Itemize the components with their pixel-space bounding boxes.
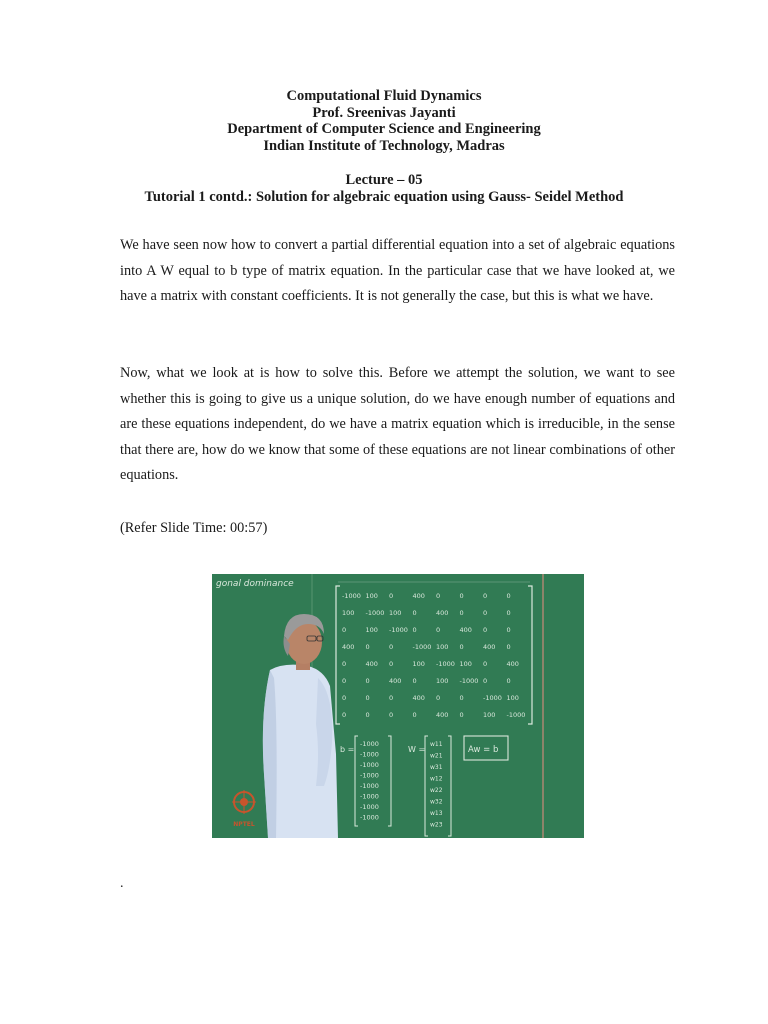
matrix-cell: 400 [342,643,355,651]
matrix-cell: 100 [436,677,449,685]
nptel-logo [232,790,256,828]
b-vector-cell: -1000 [360,813,379,822]
matrix-cell: 0 [483,592,488,600]
matrix-cell: 0 [365,694,370,702]
b-vector-label: b = [340,745,355,754]
board-heading: gonal dominance [216,579,294,589]
matrix-cell: 0 [483,609,488,617]
matrix-cell: 0 [412,677,417,685]
matrix-cell: 400 [483,643,496,651]
paragraph-2: Now, what we look at is how to solve this. Before we attempt the solution, we want to see whether this is going to give us a unique solution, do we have enough number of equations and are these equations independent, do we have a matrix equation which is irreducible, in the sense that there are, how do we know that some of these equations are not linear combinations of other equations. [120,365,675,483]
matrix-cell: 0 [389,694,394,702]
matrix-cell: -1000 [412,643,432,651]
document-header [0,88,768,154]
matrix-cell: -1000 [483,694,502,702]
matrix-cell: -1000 [389,626,408,634]
matrix-cell: 0 [506,677,511,685]
matrix-cell: 400 [412,694,425,702]
b-vector-cell: -1000 [360,740,379,748]
w-vector-label: W = [408,745,426,754]
department-name: Department of Computer Science and Engineering [227,121,541,137]
lecture-number: Lecture – 05 [345,172,423,188]
course-title: Computational Fluid Dynamics [286,88,482,104]
lecture-slide-image [212,574,584,838]
matrix-cell: 400 [389,677,402,685]
professor-name: Prof. Sreenivas Jayanti [312,104,456,121]
matrix-cell: 100 [389,609,402,617]
matrix-cell: 0 [459,694,464,702]
matrix-cell: 0 [412,711,417,719]
matrix-cell: 100 [365,626,378,634]
trailing-mark: . [120,876,124,891]
blackboard-scene [212,574,584,838]
w-vector-cell: w12 [430,775,443,783]
matrix-cell: 100 [459,660,472,668]
matrix-cell: 0 [389,711,394,719]
refer-slide-time: (Refer Slide Time: 00:57) [120,520,268,536]
b-vector-cell: -1000 [360,761,379,769]
matrix-cell: 100 [436,643,449,651]
matrix-cell: -1000 [342,592,361,600]
matrix-cell: 0 [506,609,511,617]
matrix-cell: 100 [365,592,378,600]
b-vector-cell: -1000 [360,750,379,759]
matrix-cell: 0 [389,643,394,651]
w-vector-cell: w23 [430,821,443,829]
matrix-cell: 0 [459,592,464,600]
matrix-cell: 100 [506,694,519,702]
matrix-cell: 0 [342,711,347,719]
matrix-cell: 400 [436,609,449,617]
matrix-cell: 0 [436,626,441,634]
w-vector-cell: w31 [430,764,443,771]
matrix-cell: 0 [412,609,417,617]
matrix-cell: 0 [436,592,441,600]
matrix-cell: -1000 [506,711,526,719]
matrix-cell: 0 [365,711,370,719]
matrix-cell: 0 [412,626,417,634]
matrix-cell: 0 [506,626,511,634]
matrix-cell: 0 [342,626,347,634]
w-vector-cell: w11 [430,741,443,748]
nptel-logo-text: NPTEL [233,821,255,828]
b-vector-cell: -1000 [360,782,379,790]
matrix-cell: -1000 [459,677,479,685]
w-vector-cell: w32 [430,798,443,806]
matrix-cell: 100 [412,660,425,668]
matrix-cell: 400 [506,660,519,668]
b-vector-cell: -1000 [360,771,379,780]
matrix-cell: 0 [483,626,488,634]
matrix-cell: 0 [389,592,394,600]
matrix-cell: 0 [365,677,370,685]
matrix-cell: 0 [506,643,511,651]
lecture-heading [0,172,768,205]
matrix-cell: 100 [483,711,496,719]
matrix-cell: 400 [459,626,472,634]
matrix-cell: -1000 [436,660,455,668]
matrix-cell: 0 [459,609,464,617]
matrix-cell: 0 [483,660,488,668]
b-vector-cell: -1000 [360,792,379,801]
matrix-cell: 0 [459,643,464,651]
lecture-title: Tutorial 1 contd.: Solution for algebraic equation using Gauss- Seidel Method [144,188,624,205]
matrix-cell: 0 [365,643,370,651]
matrix-cell: 0 [436,694,441,702]
matrix-cell: 0 [506,592,511,600]
matrix-cell: 0 [342,660,347,668]
institute-name: Indian Institute of Technology, Madras [263,137,505,154]
matrix-cell: 0 [483,677,488,685]
boxed-equation: Aw = b [468,745,499,755]
matrix-cell: 100 [342,609,355,617]
paragraph-1: We have seen now how to convert a partial differential equation into a set of algebraic equations into A W equal to b type of matrix equation. In the particular case that we have looked at, we have a matrix with constant coefficients. It is not generally the case, but this is what we have. [120,237,675,304]
w-vector-cell: w13 [430,810,443,817]
matrix-cell: 400 [365,660,378,668]
w-vector-cell: w22 [430,787,443,794]
matrix-cell: 0 [342,694,347,702]
matrix-cell: 0 [342,677,347,685]
matrix-cell: 0 [459,711,464,719]
matrix-cell: -1000 [365,609,385,617]
b-vector-cell: -1000 [360,803,379,811]
w-vector-cell: w21 [430,752,443,760]
matrix-cell: 400 [436,711,449,719]
matrix-cell: 0 [389,660,394,668]
matrix-cell: 400 [412,592,425,600]
